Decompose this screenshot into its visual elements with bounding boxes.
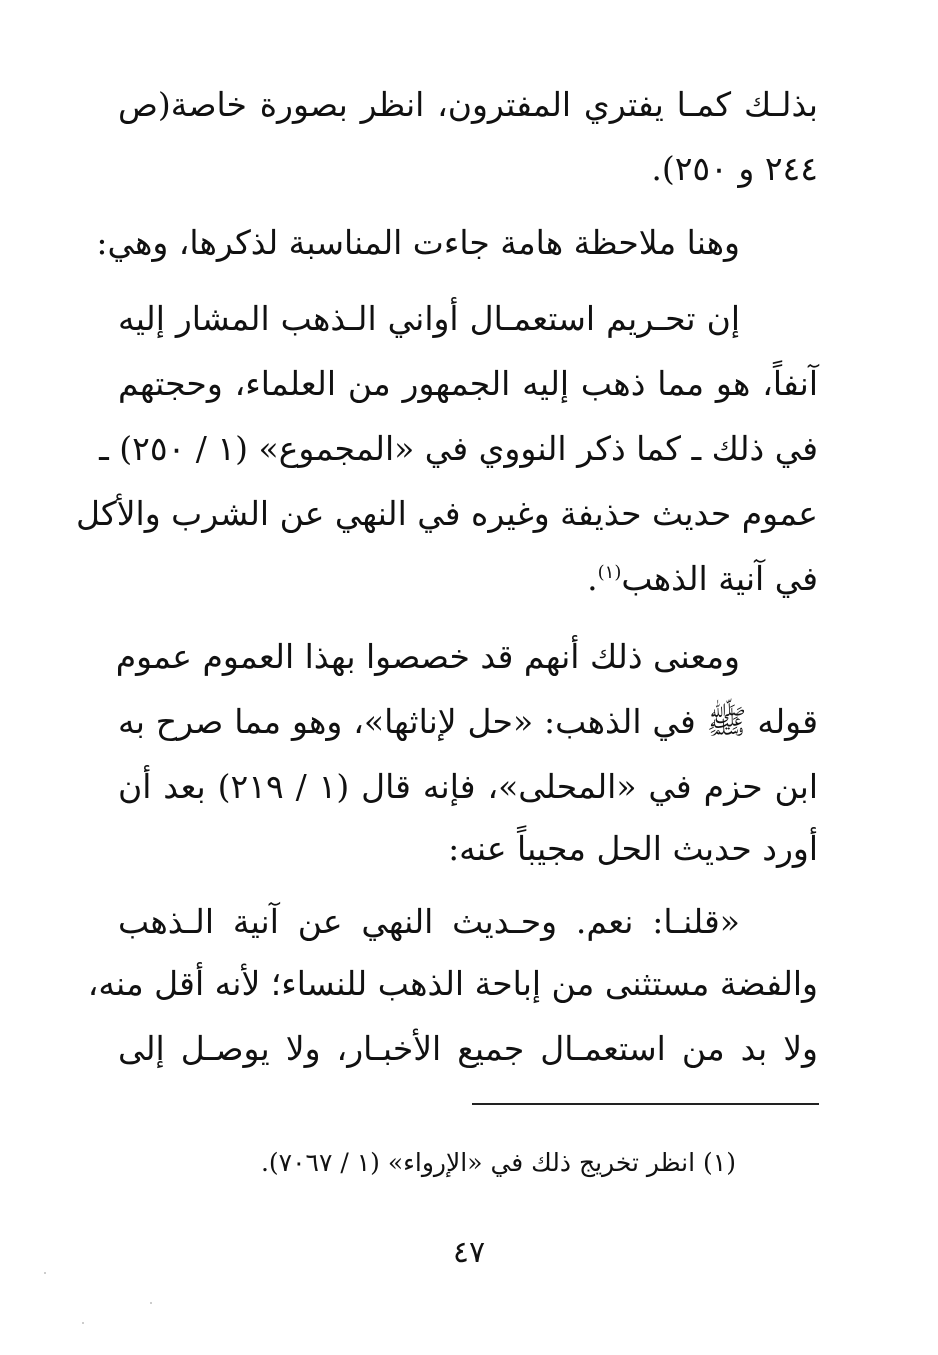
text-segment: . (587, 559, 598, 598)
text-line: في ذلك ـ كما ذكر النووي في «المجموع» (١ / ٢٥٠) ـ (99, 429, 818, 468)
text-line: أورد حديث الحل مجيباً عنه: (448, 829, 818, 868)
text-line: بذلـك كمـا يفتري المفترون، انظر بصورة خاصة(ص (118, 85, 818, 124)
scan-speck (82, 1322, 84, 1324)
text-line: ابن حزم في «المحلى»، فإنه قال (١ / ٢١٩) بعد أن (118, 767, 818, 806)
text-line: ٢٤٤ و ٢٥٠). (651, 149, 818, 188)
text-line: ومعنى ذلك أنهم قد خصصوا بهذا العموم عموم (115, 637, 740, 676)
main-text (76, 0, 818, 1100)
page-number: ٤٧ (452, 1235, 486, 1270)
text-line: عموم حديث حذيفة وغيره في النهي عن الشرب والأكل (76, 494, 818, 533)
footnote-marker: (١) (597, 562, 622, 583)
text-line (118, 559, 818, 598)
text-line: «قلنـا: نعم. وحـديث النهي عن آنية الـذهب (118, 902, 740, 941)
text-line: وهنا ملاحظة هامة جاءت المناسبة لذكرها، وهي: (96, 223, 740, 262)
footnote: (١) انظر تخريج ذلك في «الإرواء» (١ / ٧٠٦٧). (260, 1148, 736, 1177)
text-line: آنفاً، هو مما ذهب إليه الجمهور من العلماء، وحجتهم (118, 364, 818, 403)
footnote-separator (472, 1103, 819, 1105)
text-line: إن تحـريم استعمـال أواني الـذهب المشار إليه (118, 299, 740, 338)
scan-speck (150, 1302, 152, 1304)
scan-speck (44, 1272, 46, 1274)
text-line: قوله ﷺ في الذهب: «حل لإناثها»، وهو مما صرح به (118, 702, 818, 741)
text-line: ولا بد من استعمـال جميع الأخبـار، ولا يوصـل إلى (118, 1029, 818, 1068)
text-line: والفضة مستثنى من إباحة الذهب للنساء؛ لأنه أقل منه، (87, 964, 818, 1003)
text-segment: في آنية الذهب (621, 559, 818, 598)
